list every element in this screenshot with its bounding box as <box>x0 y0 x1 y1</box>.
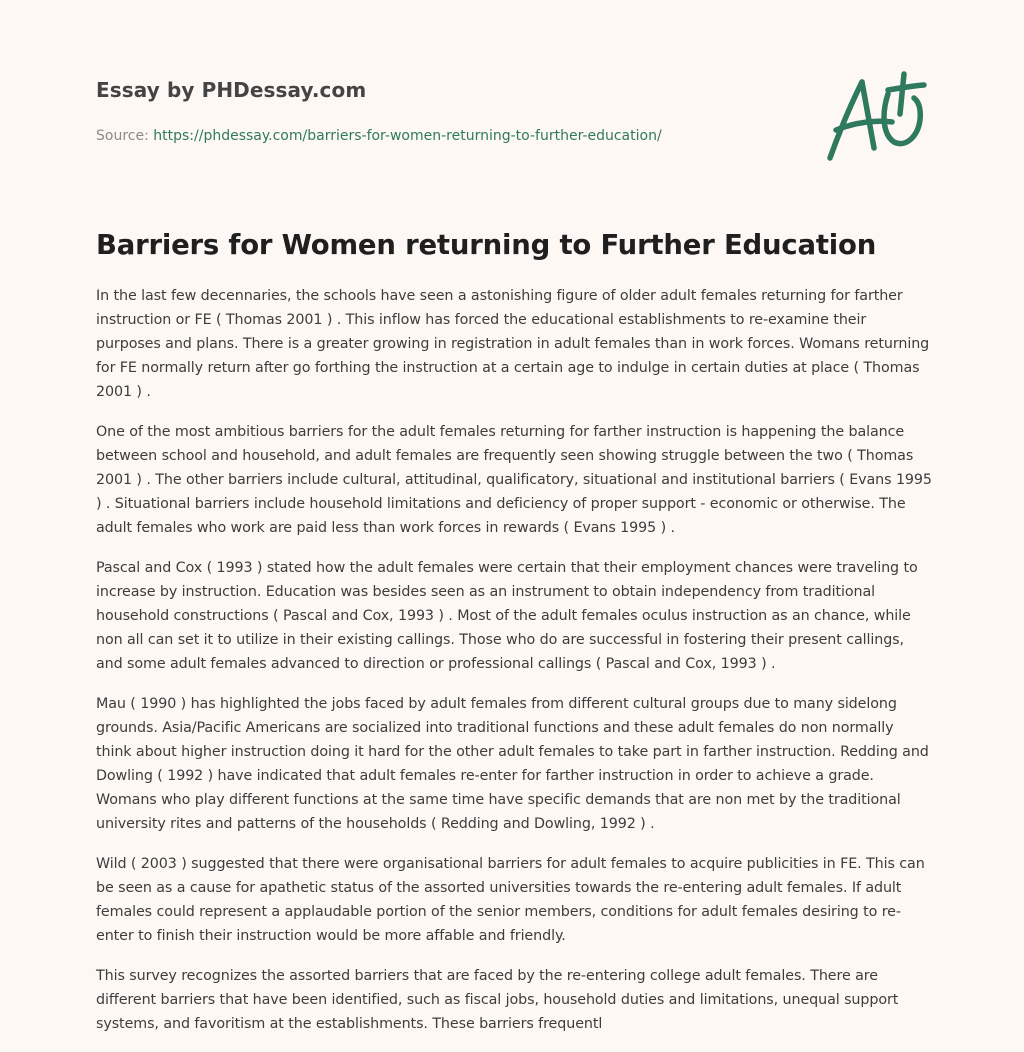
essay-body <box>96 284 932 1052</box>
essay-paragraph: One of the most ambitious barriers for the adult females returning for farther instruction is happening the balance between school and household, and adult females are frequently seen showing struggle between the two ( Thomas 2001 ) . The other barriers include cultural, attitudinal, qualificatory, situational and institutional barriers ( Evans 1995 ) . Situational barriers include household limitations and deficiency of proper support - economic or otherwise. The adult females who work are paid less than work forces in rewards ( Evans 1995 ) . <box>96 424 932 536</box>
essay-paragraph: Mau ( 1990 ) has highlighted the jobs faced by adult females from different cultural groups due to many sidelong grounds. Asia/Pacific Americans are socialized into traditional functions and these adult females do non normally think about higher instruction doing it hard for the other adult females to take part in farther instruction. Redding and Dowling ( 1992 ) have indicated that adult females re-enter for farther instruction in order to achieve a grade. Womans who play different functions at the same time have specific demands that are non met by the traditional university rites and patterns of the households ( Redding and Dowling, 1992 ) . <box>96 696 929 832</box>
essay-paragraph: This survey recognizes the assorted barriers that are faced by the re-entering college adult females. There are different barriers that have been identified, such as fiscal jobs, household duties and limitations, unequal support systems, and favoritism at the establishments. These barriers frequentl <box>96 968 899 1032</box>
essay-paragraph: Wild ( 2003 ) suggested that there were organisational barriers for adult females to acquire publicities in FE. This can be seen as a cause for apathetic status of the assorted universities towards the re-entering adult females. If adult females could represent a applaudable portion of the senior members, conditions for adult females desiring to re-enter to finish their instruction would be more affable and friendly. <box>96 856 925 944</box>
page-header <box>96 76 796 146</box>
source-line <box>96 126 796 146</box>
source-label: Source: <box>96 128 154 144</box>
source-link[interactable]: https://phdessay.com/barriers-for-women-returning-to-further-education/ <box>153 128 662 144</box>
a-plus-grade-icon <box>822 68 930 164</box>
essay-paragraph: In the last few decennaries, the schools have seen a astonishing figure of older adult females returning for farther instruction or FE ( Thomas 2001 ) . This inflow has forced the educational establishments to re-examine their purposes and plans. There is a greater growing in registration in adult females than in work forces. Womans returning for FE normally return after go forthing the instruction at a certain age to indulge in certain duties at place ( Thomas 2001 ) . <box>96 288 930 400</box>
essay-paragraph: Pascal and Cox ( 1993 ) stated how the adult females were certain that their employment chances were traveling to increase by instruction. Education was besides seen as an instrument to obtain independency from traditional household constructions ( Pascal and Cox, 1993 ) . Most of the adult females oculus instruction as an chance, while non all can set it to utilize in their existing callings. Those who do are successful in fostering their present callings, and some adult females advanced to direction or professional callings ( Pascal and Cox, 1993 ) . <box>96 560 918 672</box>
essay-title: Barriers for Women returning to Further Education <box>96 229 877 261</box>
brand-title: Essay by PHDessay.com <box>96 78 367 102</box>
